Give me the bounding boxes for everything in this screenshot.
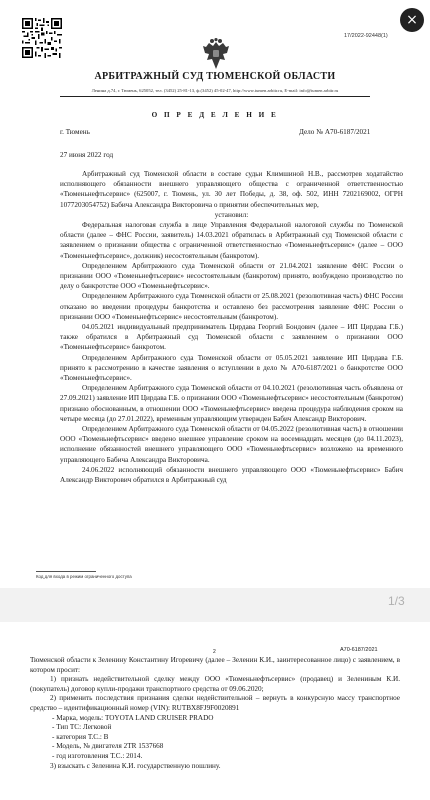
city: г. Тюмень — [60, 128, 90, 136]
paragraph: Определением Арбитражного суда Тюменской области от 25.08.2021 (резолютивная часть) ФНС России отказано во введении процедуры банкротства и оставлено без рассмотрения заявление ФНС России о признании ООО «Тюменьнефтьсервис» несостоятельным (банкротом). — [60, 292, 403, 321]
paragraph: 24.06.2022 исполняющий обязанности внешнего управляющего ООО «Тюменьнефтьсервис» Бабич Александр Викторович обратился в Арбитражный суд — [60, 465, 403, 485]
coat-of-arms-icon — [202, 38, 230, 72]
page-case-number: А70-6187/2021 — [340, 647, 378, 653]
list-item: 2) применить последствия признания сделки недействительной – вернуть в конкурсную массу транспортное средство – идентификационный номер (VIN): RUTBX8FJ9F0020891 — [30, 694, 400, 712]
page-number: 2 — [213, 649, 216, 655]
paragraph: 04.05.2021 индивидуальный предприниматель Цирдава Георгий Бондович (далее – ИП Цирдава Г.Б.) также обратился в Арбитражный суд Тюменской области с заявлением о признании ООО «Тюменьнефтьсервис» банкротом. — [60, 323, 403, 352]
document-page-2 — [0, 622, 430, 800]
paragraph: Арбитражный суд Тюменской области в составе судьи Климшиной Н.В., рассмотрев ходатайство исполняющего обязанности внешнего управляющего общества с ограниченной ответственностью «Тюменьнефтьсервис» (625007, г. Тюмень, ул. 30 лет Победы, д. 38, оф. 502, ИНН 7202169002, ОГРН 1077203054752) Бабича Александра Викторовича о принятии обеспечительных мер, — [60, 170, 403, 209]
footnote-divider — [36, 571, 96, 572]
page-separator — [0, 588, 430, 622]
paragraph: Федеральная налоговая служба в лице Управления Федеральной налоговой службы по Тюменской области (далее – ФНС России, заявитель) 14.03.2021 обратилась в Арбитражный суд Тюменской области с заявлением о признании общества с ограниченной ответственностью «Тюменьнефтьсервис» (далее – ООО «Тюменьнефтьсервис», должник) несостоятельным (банкротом). — [60, 221, 403, 260]
list-item: 3) взыскать с Зеленина К.И. государственную пошлину. — [50, 761, 221, 770]
document-title: О П Р Е Д Е Л Е Н И Е — [151, 111, 279, 119]
document-stamp: 17/2022-92448(1) — [344, 33, 388, 39]
list-item: 1) признать недействительной сделку между ООО «Тюменьнефтьсервис» (продавец) и Зелениным К.И. (покупатель) договор купли-продажи транспортного средства от 09.06.2020; — [30, 675, 400, 693]
qr-code — [22, 18, 62, 58]
document-body — [60, 169, 403, 485]
decision-date: 27 июня 2022 год — [60, 151, 114, 159]
court-address: Ленина д.74, г. Тюмень, 625052, тел. (3452) 25-81-13, ф.(3452) 45-02-47, http://www.tumen.arbitr.ru, E-mail: info@tumen.arbitr.ru — [91, 88, 339, 93]
paragraph: Определением Арбитражного суда Тюменской области от 04.10.2021 (резолютивная часть объявлена от 27.09.2021) заявление ИП Цирдава Г.Б. о признании ООО «Тюменьнефтьсервис» несостоятельным (банкротом) признано обоснованным, в отношении ООО «Тюменьнефтьсервис» введена процедура наблюдения сроком на четыре месяца (до 27.01.2022), временным управляющим утвержден Бабич Александр Викторович. — [60, 384, 403, 423]
court-name: АРБИТРАЖНЫЙ СУД ТЮМЕНСКОЙ ОБЛАСТИ — [94, 71, 336, 82]
paragraph: Определением Арбитражного суда Тюменской области от 05.05.2021 заявление ИП Цирдава Г.Б. принято к рассмотрению в качестве заявления о вступлении в дело № А70-6187/2021 о банкротстве ООО «Тюменьнефтьсервис». — [60, 353, 403, 383]
section-heading: установил: — [214, 210, 249, 219]
case-number: Дело № А70-6187/2021 — [299, 128, 371, 136]
header-divider — [60, 96, 370, 97]
vehicle-detail: - год изготовления Т.С.: 2014. — [52, 751, 143, 760]
vehicle-detail: - Тип ТС: Легковой — [52, 723, 112, 732]
footnote: Код для входа в режим ограниченного доступа — [36, 574, 132, 579]
vehicle-detail: - Модель, № двигателя 2TR 1537668 — [52, 742, 164, 751]
document-body-page-2 — [30, 656, 400, 771]
paragraph: Определением Арбитражного суда Тюменской области от 21.04.2021 заявление ФНС России о признании ООО «Тюменьнефтьсервис» несостоятельным (банкротом) принято, возбуждено производство по делу о банкротстве ООО «Тюменьнефтьсервис». — [60, 261, 403, 291]
vehicle-detail: - категория Т.С.: В — [52, 732, 109, 741]
close-button[interactable]: × — [400, 8, 424, 32]
vehicle-detail: - Марка, модель: TOYOTA LAND CRUISER PRADO — [52, 713, 214, 722]
paragraph: Определением Арбитражного суда Тюменской области от 04.05.2022 (резолютивная часть) в отношении ООО «Тюменьнефтьсервис» введено внешнее управление сроком на восемнадцать месяцев (до 04.11.2023), исполнение обязанностей внешнего управляющего ООО «Тюменьнефтьсервис» возложено на временного управляющего Бабича Александра Викторовича. — [60, 425, 403, 464]
page-indicator: 1/3 — [388, 594, 405, 608]
paragraph: Тюменской области к Зеленину Константину Игоревичу (далее – Зеленин К.И., заинтересованное лицо) с заявлением, в котором просит: — [30, 656, 400, 674]
